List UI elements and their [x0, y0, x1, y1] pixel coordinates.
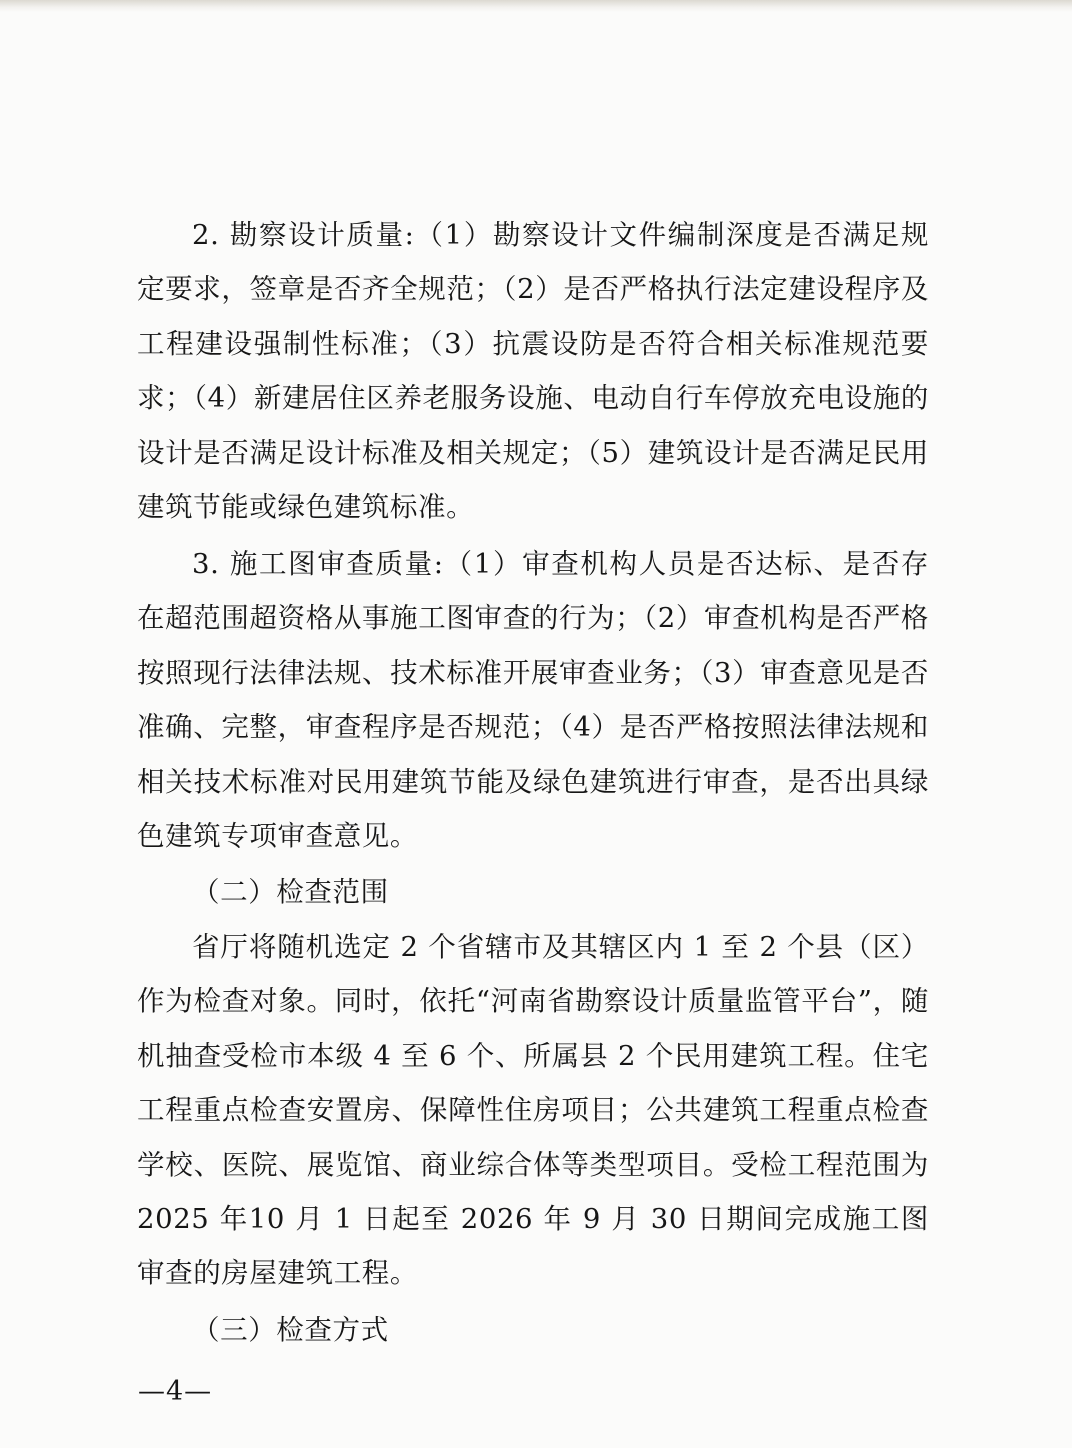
section-heading-inspection-method: （三）检查方式	[192, 1314, 389, 1346]
scan-top-edge	[0, 0, 1072, 12]
section-heading-inspection-scope: （二）检查范围	[192, 876, 389, 908]
paragraph-inspection-scope: 省厅将随机选定 2 个省辖市及其辖区内 1 至 2 个县（区）作为检查对象。同时，依托“河南省勘察设计质量监管平台”，随机抽查受检市本级 4 至 6 个、所属县 2 个民用建筑工程。住宅工程重点检查安置房、保障性住房项目；公共建筑工程重点检查学校、医院、展览馆、商业综合体等类型项目。受检工程范围为 2025 年10 月 1 日起至 2026 年 9 月 30 日期间完成施工图审查的房屋建筑工程。	[137, 931, 929, 1290]
paragraph-drawing-review-quality: 3. 施工图审查质量:（1）审查机构人员是否达标、是否存在超范围超资格从事施工图审查的行为；（2）审查机构是否严格按照现行法律法规、技术标准开展审查业务；（3）审查意见是否准确、完整，审查程序是否规范；（4）是否严格按照法律法规和相关技术标准对民用建筑节能及绿色建筑进行审查，是否出具绿色建筑专项审查意见。	[137, 548, 929, 853]
paragraph-survey-design-quality: 2. 勘察设计质量:（1）勘察设计文件编制深度是否满足规定要求，签章是否齐全规范；（2）是否严格执行法定建设程序及工程建设强制性标准；（3）抗震设防是否符合相关标准规范要求；（4）新建居住区养老服务设施、电动自行车停放充电设施的设计是否满足设计标准及相关规定；（5）建筑设计是否满足民用建筑节能或绿色建筑标准。	[137, 219, 929, 524]
page-number: —4—	[138, 1376, 213, 1407]
